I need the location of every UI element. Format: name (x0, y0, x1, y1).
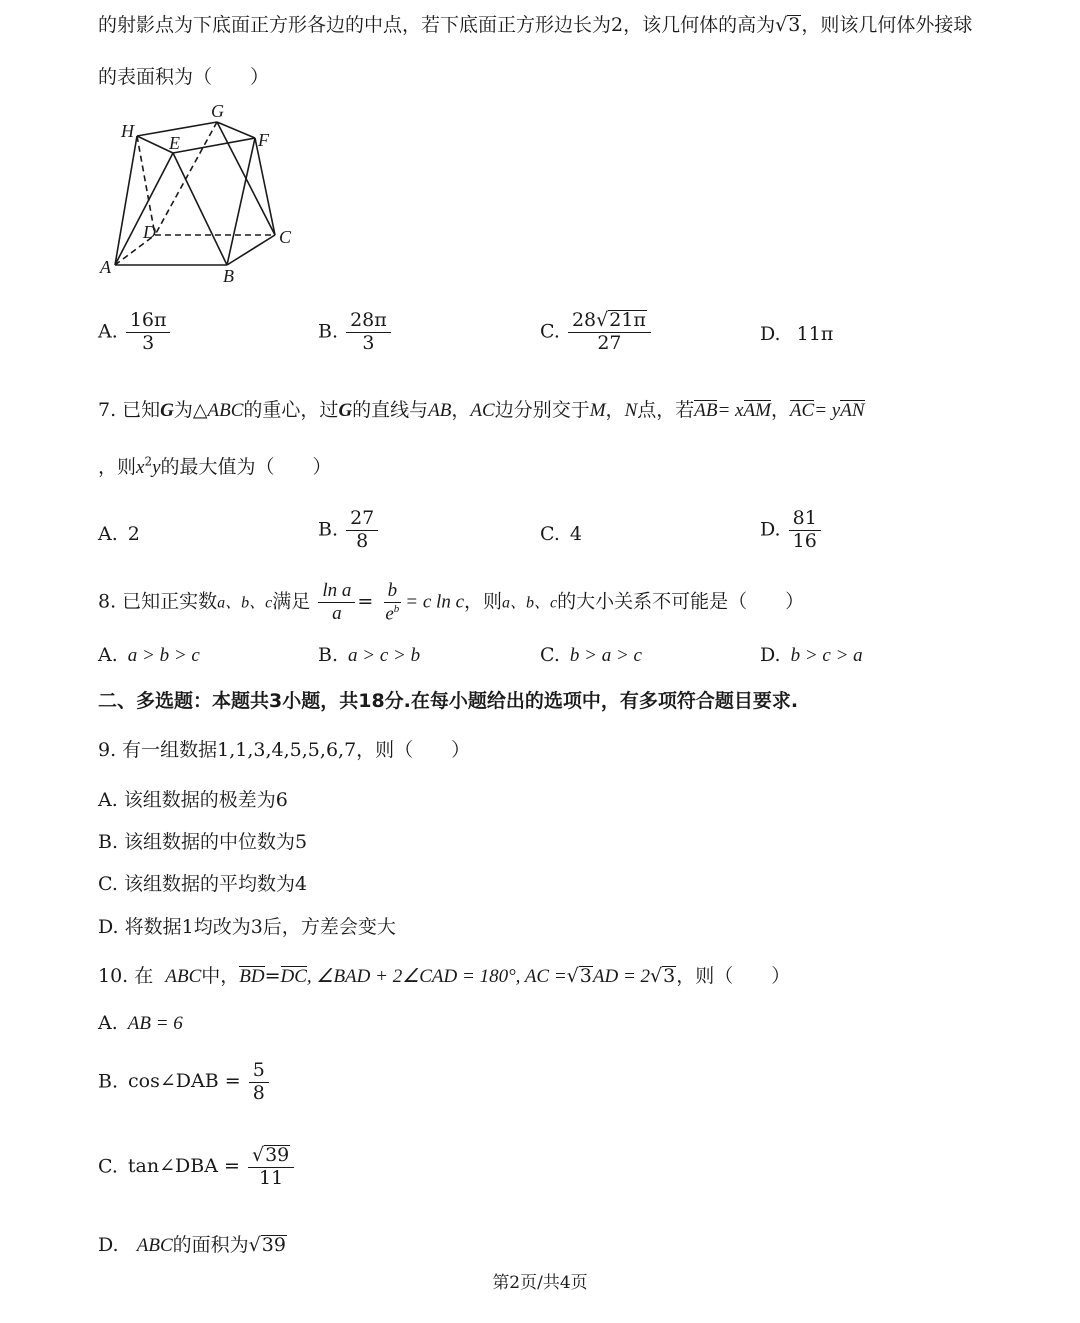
edge-EA (115, 153, 173, 265)
page-footer: 第2页/共4页 (492, 1273, 588, 1293)
edge-GF (217, 122, 255, 138)
edge-FC (255, 138, 275, 235)
q6-height-radicand: 3 (788, 14, 801, 36)
edge-GD (155, 122, 217, 235)
vector-AM: AM (743, 400, 771, 421)
q8-option-c[interactable]: C. b > a > c (540, 644, 642, 666)
q7-option-b[interactable]: B. $\frac{27}{8}$ (318, 508, 380, 553)
vector-AC: AC (789, 400, 815, 421)
label-H: H (121, 121, 134, 141)
q9-option-b[interactable]: B. 该组数据的中位数为5 (98, 831, 308, 853)
edge-BC (227, 235, 275, 265)
q6-option-c[interactable]: C. $\frac{28√21\pi}{27}$ (540, 310, 653, 355)
q9-stem: 9. 有一组数据1,1,3,4,5,5,6,7，则（ ） (98, 739, 471, 761)
q6-option-d[interactable]: D. 11π (760, 323, 834, 345)
label-E: E (169, 133, 180, 153)
q6-text-a: 的射影点为下底面正方形各边的中点，若下底面正方形边长为 (98, 14, 612, 36)
q8-option-a[interactable]: A. a > b > c (98, 644, 200, 666)
q10-option-b[interactable]: B. cos∠DAB = $\frac{5}{8}$ (98, 1060, 271, 1105)
edge-EF (173, 138, 255, 153)
q6-text-b: ，该几何体的高为 (623, 14, 776, 36)
q7-stem-line1: 7. 已知G为△ABC的重心，过G的直线与AB，AC边分别交于M，N点，若AB= xAM，AC= yAN (98, 399, 865, 421)
q8-option-d[interactable]: D. b > c > a (760, 644, 863, 666)
q6-option-b-frac: $\frac{28\pi}{3}$ (346, 310, 391, 355)
q6-height-value: √3 (775, 14, 801, 36)
q10-option-d[interactable]: D. ABC的面积为√39 (98, 1234, 286, 1256)
q6-figure (95, 98, 315, 288)
vector-AN: AN (840, 400, 865, 421)
q6-side-length: 2 (611, 14, 624, 36)
label-B: B (223, 266, 234, 286)
edge-HE (137, 136, 173, 153)
q9-option-d[interactable]: D. 将数据1均改为3后，方差会变大 (98, 916, 396, 938)
label-A: A (100, 257, 111, 277)
vector-AB: AB (694, 400, 718, 421)
label-F: F (258, 130, 269, 150)
q10-option-c[interactable]: C. tan∠DBA = $\frac{√39}{11}$ (98, 1145, 296, 1190)
q6-stem-line2: 的表面积为（ ） (98, 66, 270, 88)
q9-option-a[interactable]: A. 该组数据的极差为6 (98, 789, 288, 811)
q7-option-d[interactable]: D. $\frac{81}{16}$ (760, 508, 823, 553)
q8-option-b[interactable]: B. a > c > b (318, 644, 421, 666)
edge-FB (227, 138, 255, 265)
label-D: D (143, 222, 156, 242)
q6-option-a-frac: $\frac{16\pi}{3}$ (126, 310, 171, 355)
q6-stem-line1 (98, 10, 972, 37)
label-C: C (279, 227, 292, 247)
edge-HD (137, 136, 155, 235)
label-G: G (211, 101, 224, 121)
q7-option-a[interactable]: A. 2 (98, 523, 140, 545)
vector-DC: DC (280, 966, 307, 987)
edge-HA (115, 136, 137, 265)
q8-stem: 8. 已知正实数a、b、c满足 $\frac{\text{ln a}}{a}$ = $\frac{b}{e^b}$ = c ln c，则a、b、c的大小关系不可能是（ ） (98, 580, 805, 625)
q10-stem: 10. 在 ABC中，BD=DC, ∠BAD + 2∠CAD = 180°, AC =√3AD = 2√3，则（ ） (98, 965, 791, 987)
q6-option-c-frac: $\frac{28√21\pi}{27}$ (568, 310, 651, 355)
q6-option-b[interactable]: B. $\frac{28\pi}{3}$ (318, 310, 393, 355)
q9-option-c[interactable]: C. 该组数据的平均数为4 (98, 873, 308, 895)
section-2-heading: 二、多选题：本题共3小题，共18分.在每小题给出的选项中，有多项符合题目要求. (98, 690, 799, 712)
vector-BD: BD (239, 966, 265, 987)
q10-option-a[interactable]: A. AB = 6 (98, 1012, 183, 1034)
edge-EB (173, 153, 227, 265)
q7-stem-line2: ，则$x^2y$的最大值为（ ） (98, 454, 332, 478)
q7-option-c[interactable]: C. 4 (540, 523, 582, 545)
q6-option-a[interactable]: A. $\frac{16\pi}{3}$ (98, 310, 172, 355)
q6-text-c: ，则该几何体外接球 (801, 14, 973, 36)
